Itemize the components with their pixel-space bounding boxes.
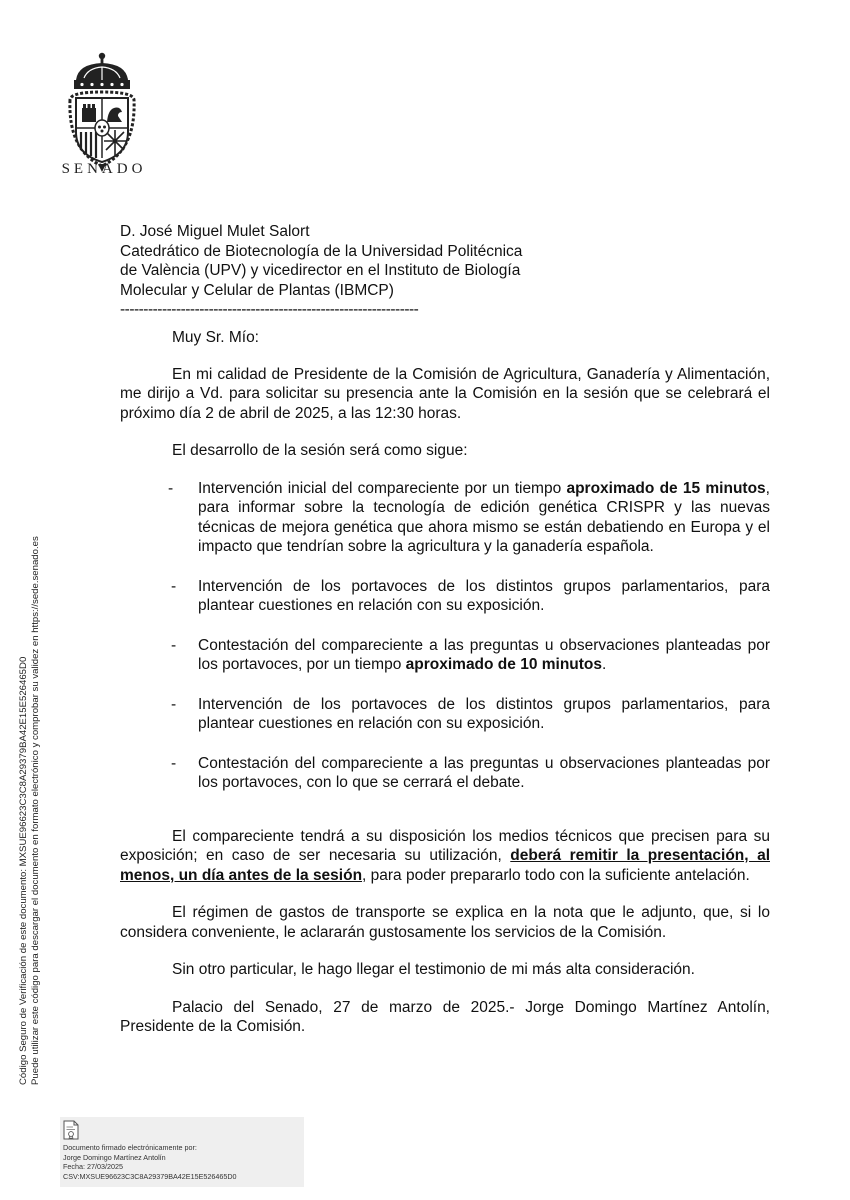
agenda-item: - Contestación del compareciente a las preguntas u observaciones planteadas por los portavoces, con lo que se cerrará el debate. [171, 754, 770, 791]
certificate-icon [63, 1120, 79, 1140]
list-dash: - [168, 479, 174, 497]
verification-notice [18, 495, 42, 1085]
addressee-separator: ---------------------------------------------------------------- [120, 301, 419, 318]
list-dash: - [171, 754, 177, 772]
intro-paragraph: En mi calidad de Presidente de la Comisión de Agricultura, Ganadería y Alimentación, me dirijo a Vd. para solicitar su presencia ante la Comisión en la sesión que se celebrará el próximo día 2 de abril de 2025, a las 12:30 horas. [120, 365, 770, 422]
addressee-title-line: de València (UPV) y vicedirector en el Instituto de Biología [120, 262, 521, 279]
agenda-intro: El desarrollo de la sesión será como sigue: [172, 442, 468, 459]
agenda-item: - Contestación del compareciente a las preguntas u observaciones planteadas por los portavoces, por un tiempo aproximado de 10 minutos. [171, 636, 770, 673]
agenda-item: - Intervención de los portavoces de los distintos grupos parlamentarios, para plantear cuestiones en relación con su exposición. [171, 577, 770, 614]
salutation: Muy Sr. Mío: [172, 329, 259, 346]
agenda-list [120, 479, 770, 793]
agenda-item: - Intervención inicial del compareciente por un tiempo aproximado de 15 minutos, para informar sobre la tecnología de edición genética CRISPR y las nuevas técnicas de mejora genética que ahora mismo se están debatiendo en Europa y el impacto que tendrían sobre la agricultura y la ganadería española. [168, 479, 770, 555]
signature-date: Fecha: 27/03/2025 [63, 1162, 123, 1171]
electronic-signature-box [60, 1117, 304, 1187]
list-dash: - [171, 695, 177, 713]
signed-by-label: Documento firmado electrónicamente por: [63, 1143, 197, 1152]
coat-of-arms-icon [62, 50, 142, 175]
closing-paragraph: Sin otro particular, le hago llegar el testimonio de mi más alta consideración. [172, 961, 695, 978]
signer-name: Jorge Domingo Martínez Antolín [63, 1152, 166, 1162]
letter-body [120, 328, 770, 1037]
list-dash: - [171, 577, 177, 595]
expenses-paragraph: El régimen de gastos de transporte se explica en la nota que le adjunto, que, si lo considera conveniente, le aclararán gustosamente los servicios de la Comisión. [120, 904, 770, 941]
addressee-title-line: Molecular y Celular de Plantas (IBMCP) [120, 281, 394, 299]
verification-url-line: Puede utilizar este código para descargar el documento en formato electrónico y comprobar su validez en https://sede.senado.es [30, 536, 41, 1085]
media-paragraph: El compareciente tendrá a su disposición los medios técnicos que precisen para su exposición; en caso de ser necesaria su utilización, deberá remitir la presentación, al menos, un día antes de la sesión, para poder prepararlo todo con la suficiente antelación. [120, 827, 770, 884]
signature-csv: CSV:MXSUE96623C3C8A29379BA42E15E526465D0 [63, 1171, 237, 1181]
senado-wordmark: SENADO [61, 161, 147, 177]
addressee-block [120, 222, 522, 320]
time-highlight: aproximado de 10 minutos [405, 656, 603, 673]
verification-code-line: Código Seguro de Verificación de este documento: MXSUE96623C3C8A29379BA42E15E526465D0 [18, 656, 29, 1085]
list-dash: - [171, 636, 177, 654]
addressee-title-line: Catedrático de Biotecnología de la Universidad Politécnica [120, 242, 523, 260]
time-highlight: aproximado de 15 minutos [566, 479, 766, 497]
deadline-highlight: deberá remitir la presentación, al menos, un día antes de la sesión [120, 847, 770, 884]
agenda-item: - Intervención de los portavoces de los distintos grupos parlamentarios, para plantear cuestiones en relación con su exposición. [171, 695, 770, 732]
signoff-paragraph: Palacio del Senado, 27 de marzo de 2025.- Jorge Domingo Martínez Antolín, Presidente de la Comisión. [120, 998, 770, 1035]
addressee-name: D. José Miguel Mulet Salort [120, 223, 310, 240]
